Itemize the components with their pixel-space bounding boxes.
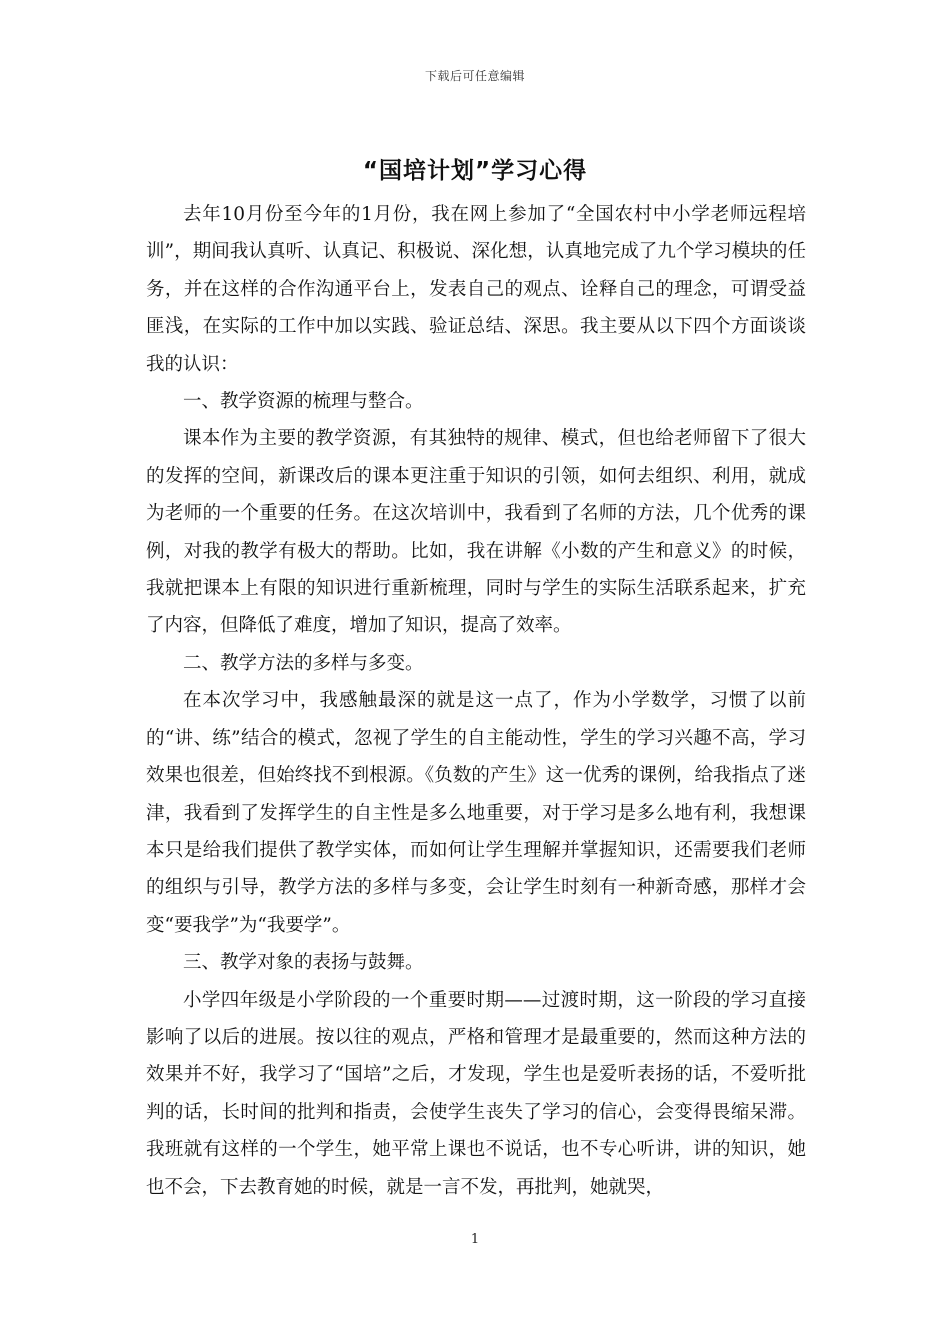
- document-body: [146, 196, 806, 1206]
- paragraph-section-1: 课本作为主要的教学资源，有其独特的规律、模式，但也给老师留下了很大的发挥的空间，新课改后的课本更注重于知识的引领，如何去组织、利用，就成为老师的一个重要的任务。在这次培训中，我看到了名师的方法，几个优秀的课例，对我的教学有极大的帮助。比如，我在讲解《小数的产生和意义》的时候，我就把课本上有限的知识进行重新梳理，同时与学生的实际生活联系起来，扩充了内容，但降低了难度，增加了知识，提高了效率。: [146, 428, 806, 637]
- section-heading-1: 一、教学资源的梳理与整合。: [183, 391, 424, 413]
- header-note: 下载后可任意编辑: [424, 69, 525, 83]
- paragraph-section-2: 在本次学习中，我感触最深的就是这一点了，作为小学数学，习惯了以前的“讲、练”结合的模式，忽视了学生的自主能动性，学生的学习兴趣不高，学习效果也很差，但始终找不到根源。《负数的产生》这一优秀的课例，给我指点了迷津，我看到了发挥学生的自主性是多么地重要，对于学习是多么地有利，我想课本只是给我们提供了教学实体，而如何让学生理解并掌握知识，还需要我们老师的组织与引导，教学方法的多样与多变，会让学生时刻有一种新奇感，那样才会变“要我学”为“我要学”。: [146, 690, 806, 936]
- paragraph-section-3: 小学四年级是小学阶段的一个重要时期——过渡时期，这一阶段的学习直接影响了以后的进展。按以往的观点，严格和管理才是最重要的，然而这种方法的效果并不好，我学习了“国培”之后，才发现，学生也是爱听表扬的话，不爱听批判的话，长时间的批判和指责，会使学生丧失了学习的信心，会变得畏缩呆滞。我班就有这样的一个学生，她平常上课也不说话，也不专心听讲，讲的知识，她也不会，下去教育她的时候，就是一言不发，再批判，她就哭，: [146, 989, 806, 1198]
- section-heading-3: 三、教学对象的表扬与鼓舞。: [183, 952, 424, 974]
- section-heading-2: 二、教学方法的多样与多变。: [183, 652, 424, 674]
- paragraph-intro: 去年10月份至今年的1月份，我在网上参加了“全国农村中小学老师远程培训”，期间我认真听、认真记、积极说、深化想，认真地完成了九个学习模块的任务，并在这样的合作沟通平台上，发表自己的观点、诠释自己的理念，可谓受益匪浅，在实际的工作中加以实践、验证总结、深思。我主要从以下四个方面谈谈我的认识：: [146, 204, 806, 375]
- page-number: 1: [470, 1232, 480, 1247]
- document-title: “国培计划”学习心得: [362, 158, 588, 184]
